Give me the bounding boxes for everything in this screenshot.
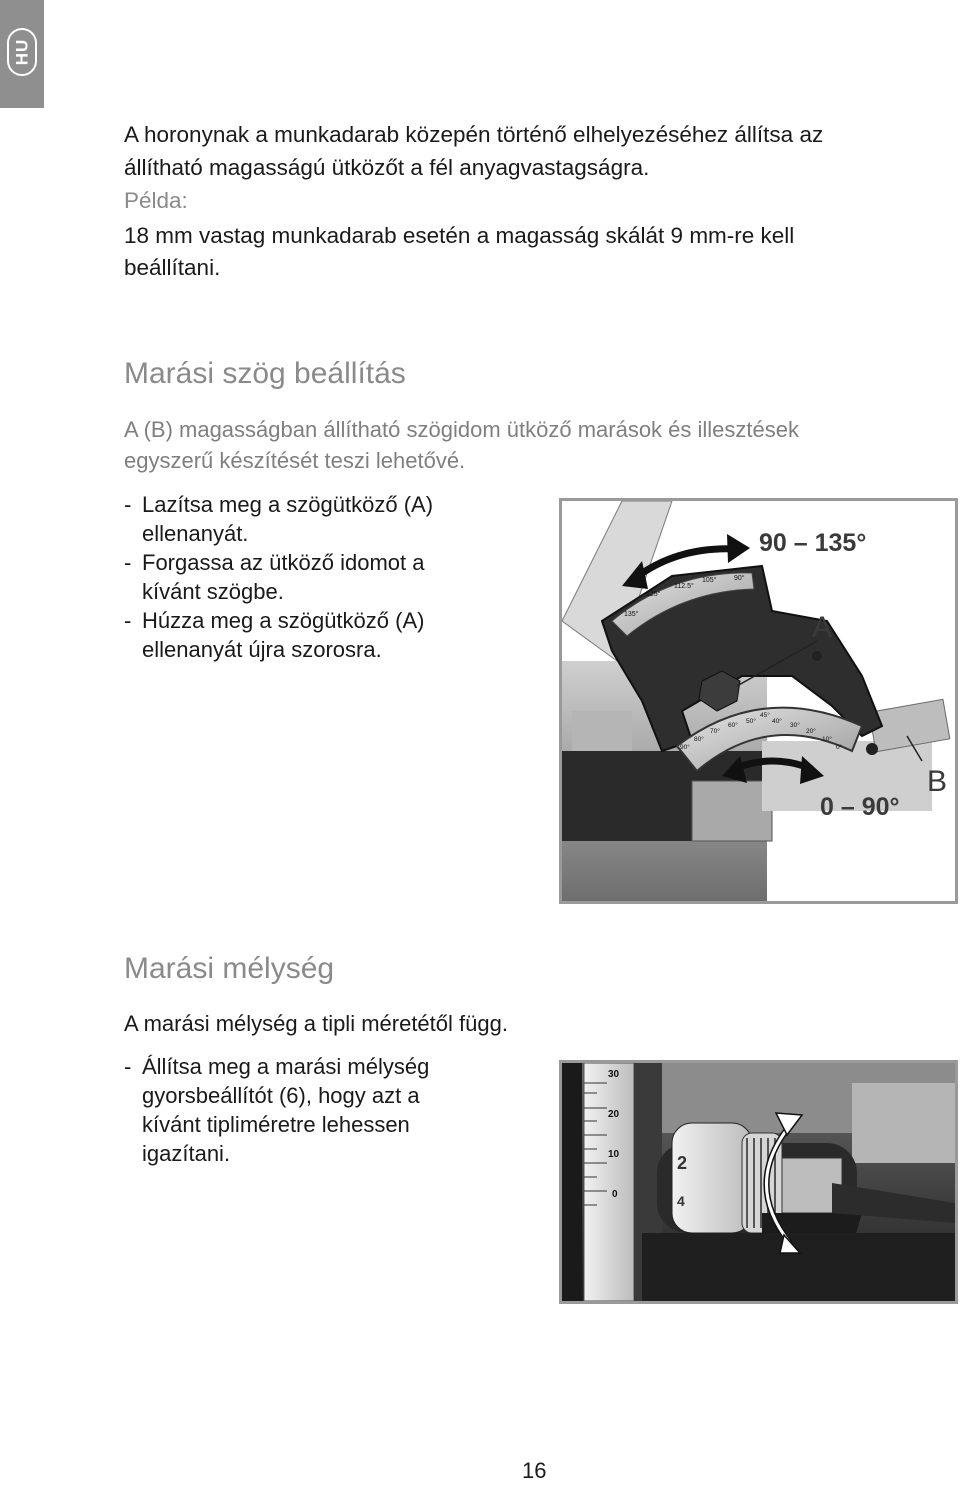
- list-item: - Állítsa meg a marási mélység gyorsbeállítót (6), hogy azt a kívánt tipliméretre lehessen igazítani.: [124, 1054, 430, 1166]
- depth-adjust-figure: [559, 1060, 958, 1304]
- step-1-line-2: ellenanyát.: [142, 521, 249, 546]
- scale-label: 125°: [646, 591, 661, 598]
- scale-label: 90°: [734, 575, 745, 582]
- angle-desc-line-1: A (B) magasságban állítható szögidom ütköző marások és illesztések: [124, 417, 799, 442]
- intro-line-1: A horonynak a munkadarab közepén történő elhelyezéséhez állítsa az: [124, 122, 824, 147]
- scale-label: 45°: [760, 712, 770, 719]
- step-3-line-2: ellenanyát újra szorosra.: [142, 637, 382, 662]
- scale-label: 50°: [746, 718, 756, 725]
- depth-photo-illustration: [562, 1063, 955, 1301]
- example-label: Példa:: [124, 188, 188, 213]
- label-a: A: [812, 611, 833, 644]
- language-badge: [7, 28, 37, 76]
- language-tab: [0, 0, 44, 108]
- scale-label: 105°: [702, 577, 717, 584]
- label-b: B: [927, 765, 948, 798]
- angle-desc-line-2: egyszerű készítését teszi lehetővé.: [124, 448, 466, 473]
- ruler-label: 30: [608, 1069, 620, 1080]
- scale-label: 60°: [728, 722, 738, 729]
- dial-label: 2: [677, 1153, 688, 1173]
- dial-label: 4: [677, 1193, 685, 1209]
- ruler-label: 20: [608, 1109, 620, 1120]
- angle-steps-list: [124, 490, 433, 664]
- scale-label: 135°: [624, 611, 639, 618]
- example-line-1: 18 mm vastag munkadarab esetén a magasság skálát 9 mm-re kell: [124, 223, 795, 248]
- language-code: HU: [12, 38, 31, 66]
- step-2-line-2: kívánt szögbe.: [142, 579, 284, 604]
- list-item: - Húzza meg a szögütköző (A) ellenanyát újra szorosra.: [124, 606, 433, 664]
- depth-step-line-4: igazítani.: [142, 1141, 231, 1166]
- depth-section-heading: Marási mélység: [124, 952, 335, 985]
- scale-label: 20°: [806, 728, 816, 735]
- step-2-line-1: Forgassa az ütköző idomot a: [142, 550, 425, 575]
- list-item: - Forgassa az ütköző idomot a kívánt szögbe.: [124, 548, 433, 606]
- ruler-label: 0: [612, 1189, 618, 1200]
- scale-label: 40°: [772, 718, 782, 725]
- scale-label: 80°: [694, 736, 704, 743]
- depth-desc: A marási mélység a tipli méretétől függ.: [124, 1011, 508, 1036]
- angle-adjust-figure: [559, 498, 958, 904]
- page-number: 16: [522, 1458, 547, 1483]
- range-bottom-label: 0 – 90°: [820, 793, 900, 821]
- range-top-label: 90 – 135°: [759, 529, 867, 557]
- scale-label: 0°: [836, 744, 843, 751]
- scale-label: 112.5°: [674, 583, 694, 590]
- intro-line-2: állítható magasságú ütközőt a fél anyagvastagságra.: [124, 155, 650, 180]
- list-item: - Lazítsa meg a szögütköző (A) ellenanyát.: [124, 492, 434, 546]
- angle-section-heading: Marási szög beállítás: [124, 357, 406, 390]
- scale-label: 10°: [822, 736, 832, 743]
- depth-step-line-2: gyorsbeállítót (6), hogy azt a: [142, 1083, 420, 1108]
- ruler-label: 10: [608, 1149, 620, 1160]
- depth-step-line-1: Állítsa meg a marási mélység: [142, 1054, 430, 1079]
- scale-label: 90°: [680, 744, 690, 751]
- example-line-2: beállítani.: [124, 255, 221, 280]
- step-1-line-1: Lazítsa meg a szögütköző (A): [142, 492, 434, 517]
- angle-photo-illustration: [562, 501, 955, 901]
- depth-steps-list: [124, 1052, 429, 1168]
- step-3-line-1: Húzza meg a szögütköző (A): [142, 608, 425, 633]
- scale-label: 30°: [790, 722, 800, 729]
- depth-step-line-3: kívánt tipliméretre lehessen: [142, 1112, 410, 1137]
- scale-label: 70°: [710, 728, 720, 735]
